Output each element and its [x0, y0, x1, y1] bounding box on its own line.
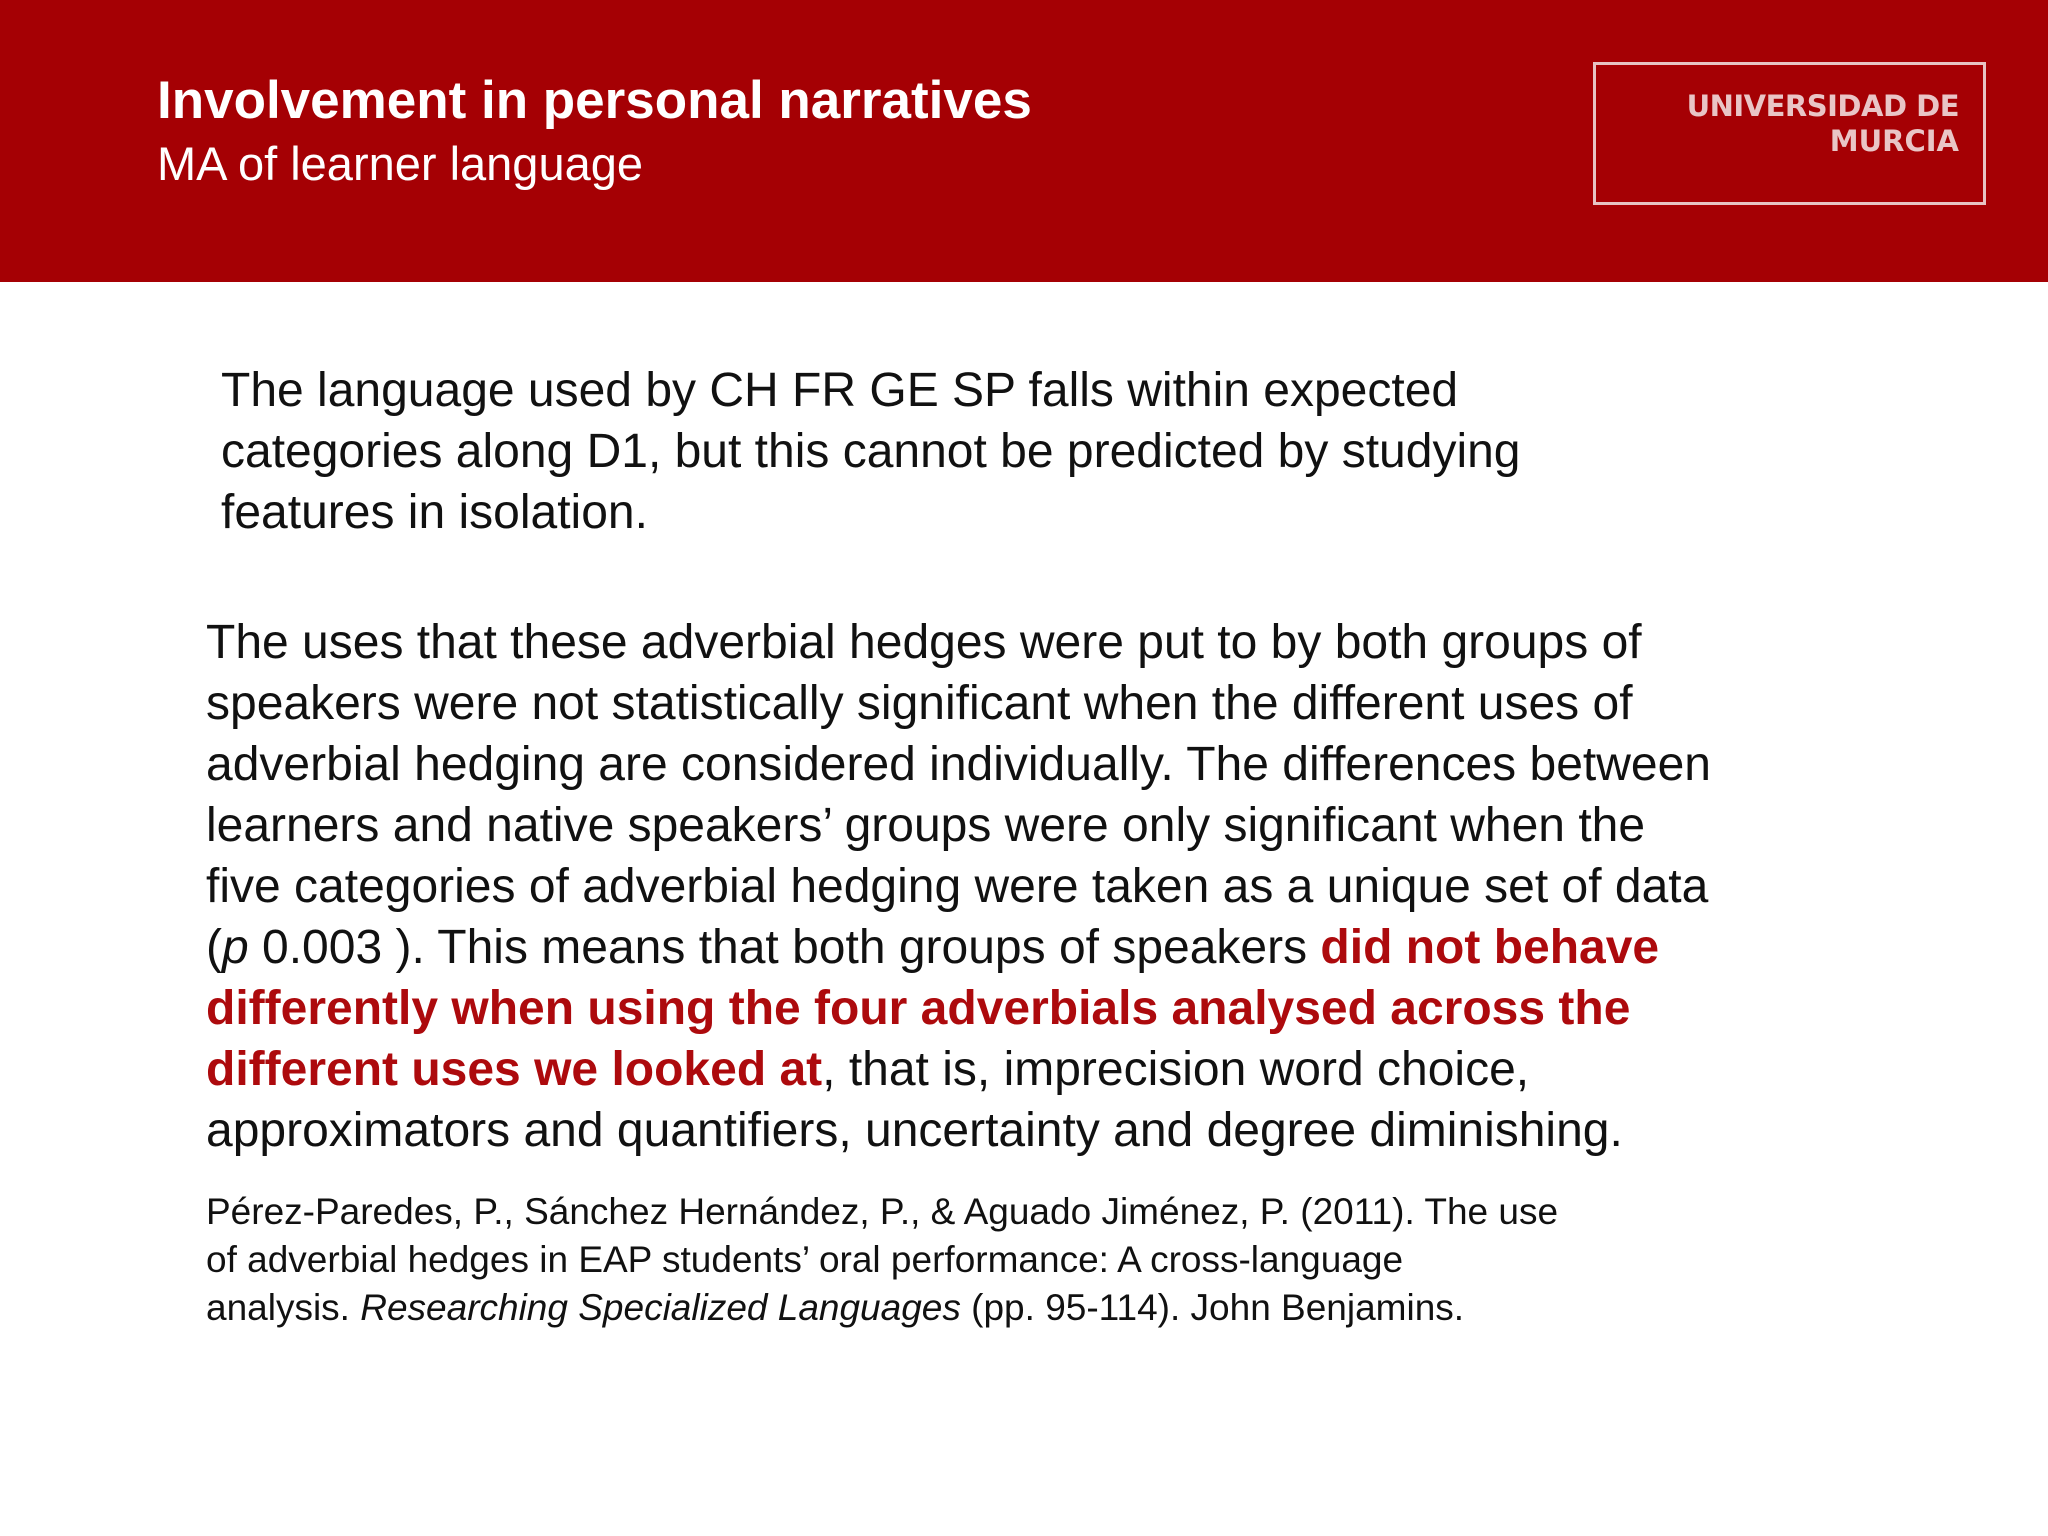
book-title: Researching Specialized Languages	[360, 1287, 961, 1328]
citation-line	[206, 1284, 1826, 1332]
citation-line: of adverbial hedges in EAP students’ oral performance: A cross-language	[206, 1239, 1404, 1280]
highlighted-finding: did not behave	[1320, 921, 1660, 974]
university-logo	[1593, 62, 1986, 205]
paragraph-intro-line: features in isolation.	[221, 486, 648, 539]
open-paren: (	[206, 921, 222, 974]
p-value-symbol: p	[221, 921, 249, 974]
findings-line	[206, 917, 1866, 978]
findings-line: speakers were not statistically significant when the different uses of	[206, 677, 1633, 730]
citation-line: Pérez-Paredes, P., Sánchez Hernández, P., & Aguado Jiménez, P. (2011). The use	[206, 1191, 1559, 1232]
findings-text: , that is, imprecision word choice,	[822, 1043, 1530, 1096]
logo-text-line2: MURCIA	[1829, 124, 1959, 158]
p-value-text: 0.003 ). This means that both groups of speakers	[248, 921, 1321, 974]
highlighted-finding: different uses we looked at	[206, 1043, 823, 1096]
logo-text-line1: UNIVERSIDAD DE	[1686, 89, 1959, 123]
paragraph-intro-line: categories along D1, but this cannot be predicted by studying	[221, 425, 1521, 478]
highlighted-finding: differently when using the four adverbials analysed across the	[206, 982, 1631, 1035]
paragraph-findings	[206, 612, 1866, 1161]
slide-subtitle: MA of learner language	[157, 137, 643, 190]
findings-line: adverbial hedging are considered individually. The differences between	[206, 738, 1711, 791]
findings-line: five categories of adverbial hedging were taken as a unique set of data	[206, 860, 1709, 913]
findings-line	[206, 1039, 1866, 1100]
slide-header	[0, 0, 2048, 282]
citation-text: analysis.	[206, 1287, 361, 1328]
findings-line: learners and native speakers’ groups were only significant when the	[206, 799, 1646, 852]
findings-line: The uses that these adverbial hedges were put to by both groups of	[206, 616, 1642, 669]
paragraph-intro	[221, 360, 1661, 543]
findings-line: approximators and quantifiers, uncertainty and degree diminishing.	[206, 1104, 1623, 1157]
slide-title: Involvement in personal narratives	[157, 71, 1032, 130]
reference-citation	[206, 1188, 1826, 1332]
citation-text: (pp. 95-114). John Benjamins.	[960, 1287, 1465, 1328]
paragraph-intro-line: The language used by CH FR GE SP falls within expected	[221, 364, 1459, 417]
